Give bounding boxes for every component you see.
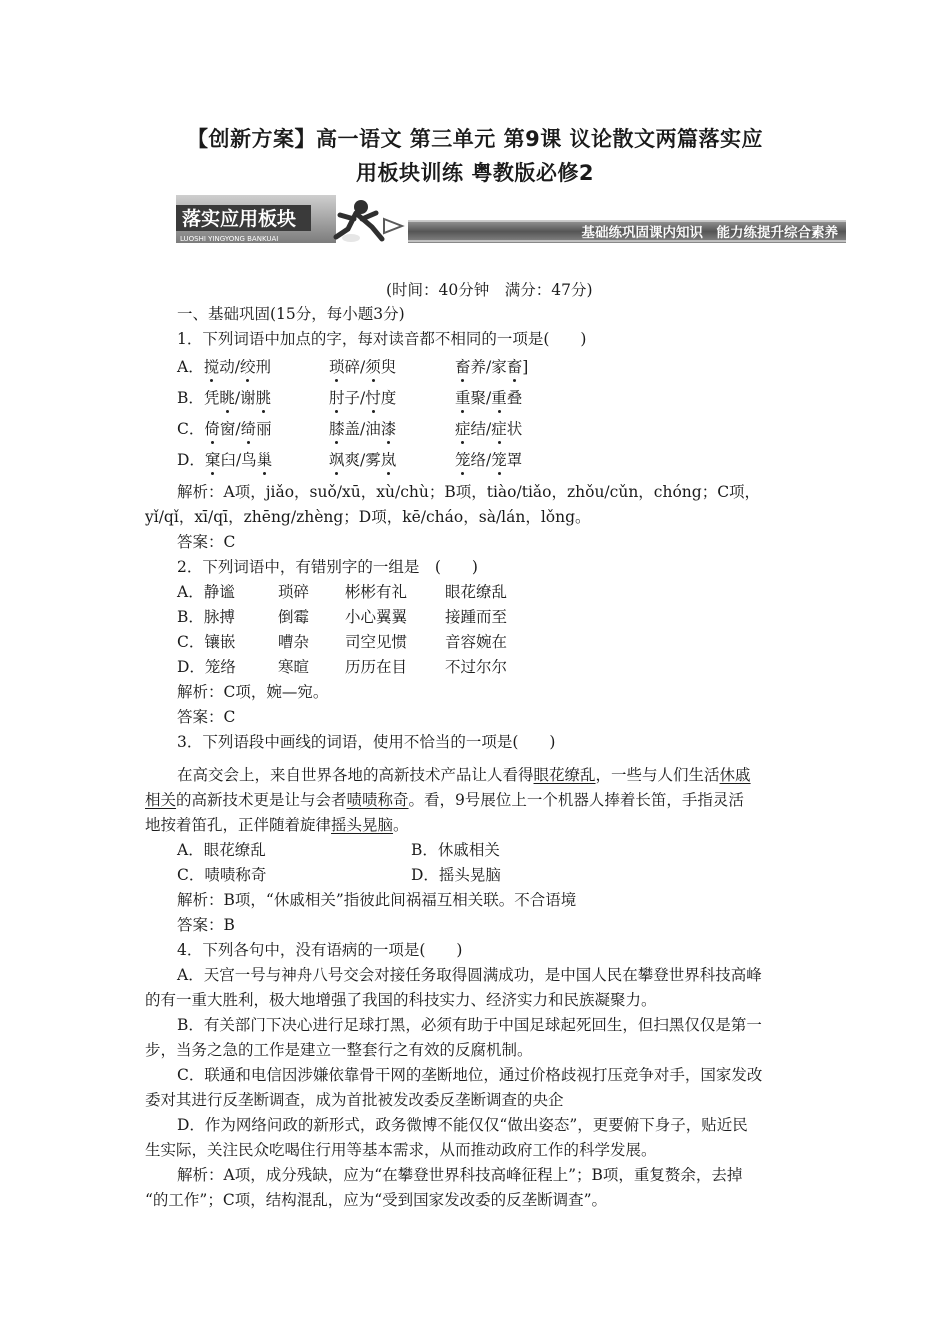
q2-stem: 2．下列词语中，有错别字的一组是 ( ) (177, 558, 478, 576)
banner-label: 落实应用板块 (182, 208, 297, 230)
q3-answer: 答案：B (177, 916, 235, 934)
banner-pinyin: LUOSHI YINGYONG BANKUAI (180, 235, 279, 243)
arrow-icon (384, 219, 402, 233)
q4-option-c-line2: 委对其进行反垄断调查，成为首批被发改委反垄断调查的央企 (145, 1091, 564, 1109)
time-score-info: (时间：40分钟 满分：47分) (386, 281, 593, 299)
document-title-line2: 用板块训练 粤教版必修2 (356, 161, 594, 185)
q1-stem: 1．下列词语中加点的字，每对读音都不相同的一项是( ) (177, 330, 587, 348)
q4-option-b-line1: B．有关部门下决心进行足球打黑，必须有助于中国足球起死回生，但扫黑仅仅是第一 (177, 1016, 762, 1034)
banner-slogan: 基础练巩固课内知识 能力练提升综合素养 (581, 225, 838, 241)
underlined-term: 啧啧称奇 (346, 791, 409, 809)
section-banner (176, 193, 846, 245)
underlined-term: 相关 (145, 791, 177, 809)
q1-analysis-line1: 解析：A项，jiǎo，suǒ/xū，xù/chù；B项，tiào/tiǎo，zhǒu/cǔn，chóng；C项， (177, 483, 761, 501)
q4-analysis-line2: “的工作”；C项，结构混乱，应为“受到国家发改委的反垄断调查”。 (145, 1191, 608, 1209)
underlined-term: 摇头晃脑 (331, 816, 394, 834)
q3-passage-line2: 相关的高新技术更是让与会者啧啧称奇。看，9号展位上一个机器人捧着长笛，手指灵活 (145, 791, 744, 809)
q4-option-d-line2: 生实际，关注民众吃喝住行用等基本需求，从而推动政府工作的科学发展。 (145, 1141, 657, 1159)
q3-passage-line1: 在高交会上，来自世界各地的高新技术产品让人看得眼花缭乱，一些与人们生活休戚 (177, 766, 751, 784)
section-heading: 一、基础巩固(15分，每小题3分) (177, 305, 405, 323)
q4-option-c-line1: C．联通和电信因涉嫌依靠骨干网的垄断地位，通过价格歧视打压竞争对手，国家发改 (177, 1066, 763, 1084)
q4-option-d-line1: D．作为网络问政的新形式，政务微博不能仅仅“做出姿态”，更要俯下身子，贴近民 (177, 1116, 748, 1134)
q1-answer: 答案：C (177, 533, 236, 551)
underlined-term: 休戚 (719, 766, 751, 784)
q3-analysis: 解析：B项，“休戚相关”指彼此间祸福互相关联。不合语境 (177, 891, 577, 909)
q4-analysis-line1: 解析：A项，成分残缺，应为“在攀登世界科技高峰征程上”；B项，重复赘余，去掉 (177, 1166, 743, 1184)
q4-option-a-line1: A．天宫一号与神舟八号交会对接任务取得圆满成功，是中国人民在攀登世界科技高峰 (177, 966, 762, 984)
q3-stem: 3．下列语段中画线的词语，使用不恰当的一项是( ) (177, 733, 556, 751)
q4-option-b-line2: 步，当务之急的工作是建立一整套行之有效的反腐机制。 (145, 1041, 533, 1059)
underlined-term: 眼花缭乱 (533, 766, 596, 784)
q2-answer: 答案：C (177, 708, 236, 726)
document-title-line1: 【创新方案】高一语文 第三单元 第9课 议论散文两篇落实应 (186, 127, 764, 151)
q4-option-a-line2: 的有一重大胜利，极大地增强了我国的科技实力、经济实力和民族凝聚力。 (145, 991, 657, 1009)
athlete-image (336, 200, 382, 242)
q4-stem: 4．下列各句中，没有语病的一项是( ) (177, 941, 463, 959)
q3-passage-line3: 地按着笛孔，正伴随着旋律摇头晃脑。 (145, 816, 409, 834)
q2-analysis: 解析：C项，婉—宛。 (177, 683, 329, 701)
q1-analysis-line2: yǐ/qǐ，xī/qī，zhēng/zhèng；D项，kē/cháo，sà/lán，lǒng。 (145, 508, 591, 526)
